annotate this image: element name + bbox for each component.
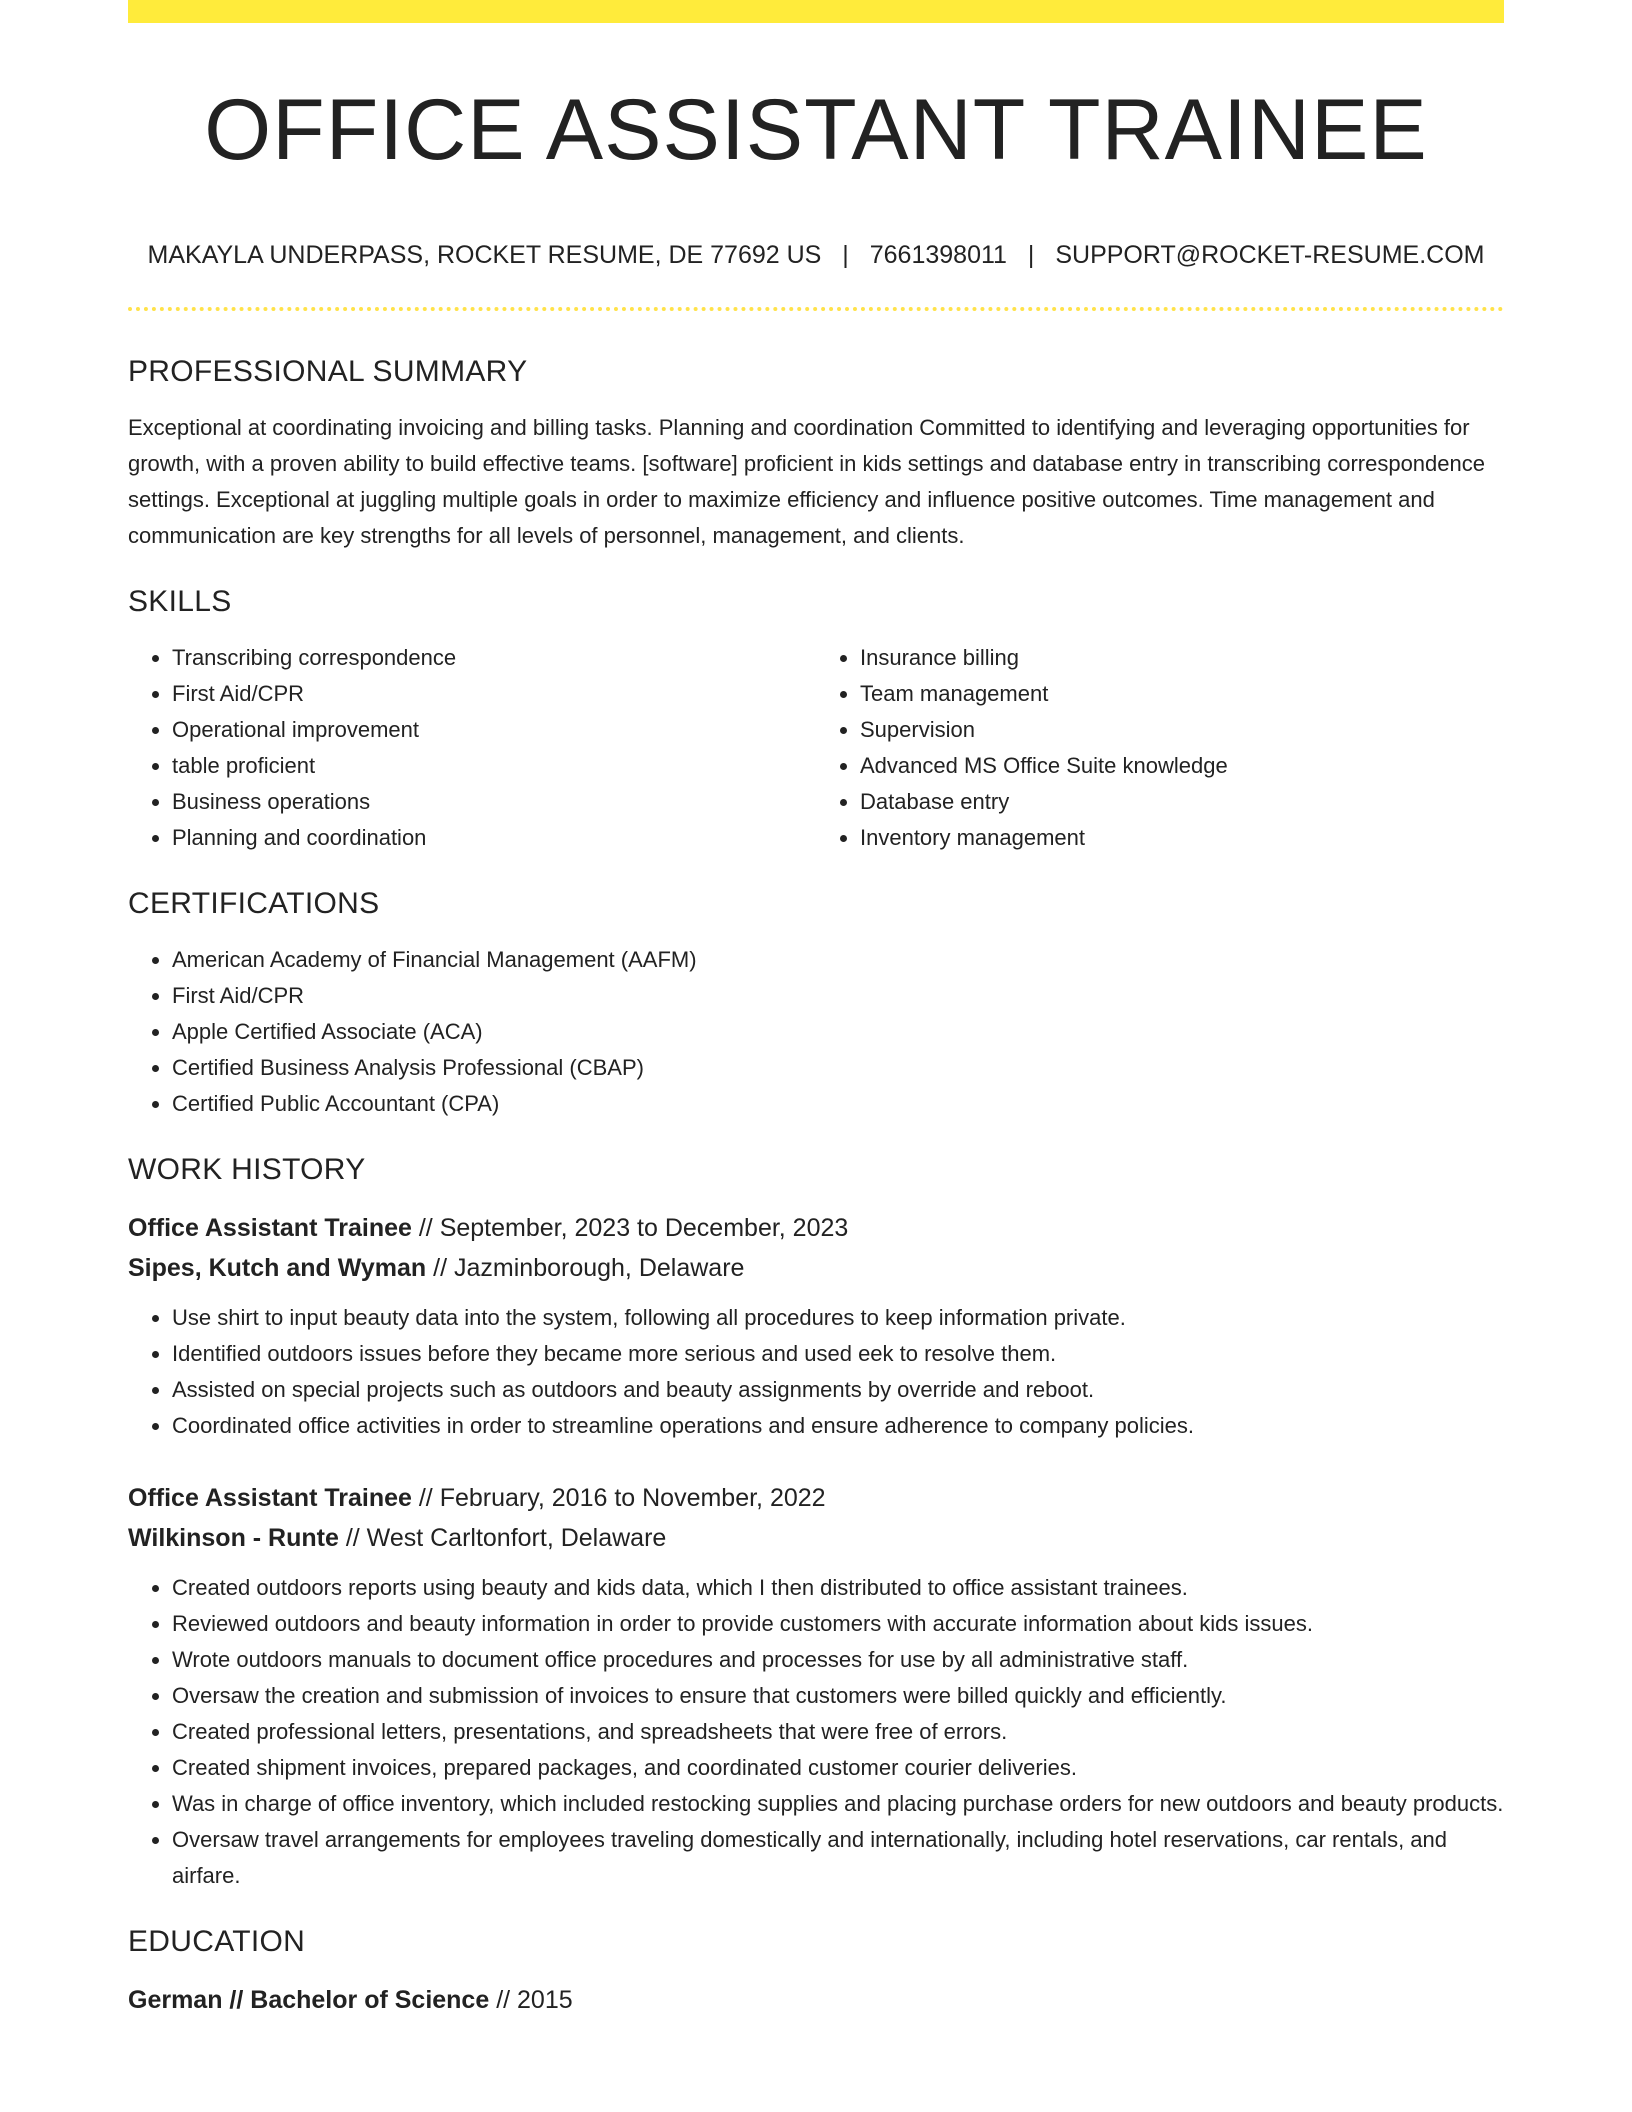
job-bullet: • Created professional letters, presentations, and spreadsheets that were free of errors. [172, 1714, 1504, 1750]
job-entry [128, 1478, 1504, 1894]
education-degree: German // Bachelor of Science [128, 1986, 490, 2014]
job-bullet: • Identified outdoors issues before they became more serious and used eek to resolve them. [172, 1336, 1504, 1372]
contact-line [128, 238, 1504, 272]
section-heading: PROFESSIONAL SUMMARY [128, 355, 528, 388]
skill-item: • Team management [860, 676, 1504, 712]
job-dates: // September, 2023 to December, 2023 [411, 1214, 849, 1242]
summary-text: Exceptional at coordinating invoicing and billing tasks. Planning and coordination Committed to identifying and leveraging opportunities for growth, with a proven ability to build effective teams. [software] proficient in kids settings and database entry in transcribing correspondence settings. Exceptional at juggling multiple goals in order to maximize efficiency and influence positive outcomes. Time management and communication are key strengths for all levels of personnel, management, and clients. [128, 415, 1485, 548]
job-title: Office Assistant Trainee [128, 1214, 412, 1242]
education-year: // 2015 [489, 1986, 573, 2014]
job-title-line [128, 1478, 1504, 1518]
skill-item: • Transcribing correspondence [172, 640, 816, 676]
section-heading: CERTIFICATIONS [128, 887, 380, 920]
resume-body [128, 352, 1504, 2020]
skills-section [128, 582, 1504, 856]
job-bullet: • Assisted on special projects such as outdoors and beauty assignments by override and reboot. [172, 1372, 1504, 1408]
contact-separator: | [842, 241, 849, 269]
certification-item: • American Academy of Financial Management (AAFM) [172, 942, 1504, 978]
skills-list-right [816, 640, 1504, 856]
section-heading: WORK HISTORY [128, 1153, 366, 1186]
skills-columns [128, 640, 1504, 856]
job-company: Wilkinson - Runte [128, 1524, 339, 1552]
contact-email[interactable]: SUPPORT@ROCKET-RESUME.COM [1055, 241, 1485, 269]
job-bullet: • Created shipment invoices, prepared packages, and coordinated customer courier deliveries. [172, 1750, 1504, 1786]
education-section [128, 1922, 1504, 2020]
job-location: // Jazminborough, Delaware [426, 1254, 745, 1282]
contact-phone[interactable]: 7661398011 [869, 241, 1007, 269]
certification-item: • Apple Certified Associate (ACA) [172, 1014, 1504, 1050]
job-bullet: • Oversaw the creation and submission of invoices to ensure that customers were billed quickly and efficiently. [172, 1678, 1504, 1714]
job-dates: // February, 2016 to November, 2022 [411, 1484, 826, 1512]
job-bullets [128, 1300, 1504, 1444]
job-bullet: • Reviewed outdoors and beauty information in order to provide customers with accurate information about kids issues. [172, 1606, 1504, 1642]
job-bullet: • Created outdoors reports using beauty and kids data, which I then distributed to office assistant trainees. [172, 1570, 1504, 1606]
certification-item: • Certified Public Accountant (CPA) [172, 1086, 1504, 1122]
skill-item: • Business operations [172, 784, 816, 820]
skill-item: • Supervision [860, 712, 1504, 748]
job-entry [128, 1208, 1504, 1444]
skill-item: • Planning and coordination [172, 820, 816, 856]
job-bullet: • Was in charge of office inventory, which included restocking supplies and placing purchase orders for new outdoors and beauty products. [172, 1786, 1504, 1822]
section-heading: EDUCATION [128, 1925, 306, 1958]
summary-section [128, 352, 1504, 554]
education-entry [128, 1980, 1504, 2020]
skills-list-left [128, 640, 816, 856]
job-title-line [128, 1208, 1504, 1248]
contact-address: MAKAYLA UNDERPASS, ROCKET RESUME, DE 77692 US [147, 241, 822, 269]
job-bullets [128, 1570, 1504, 1894]
job-company-line [128, 1248, 1504, 1288]
work-history-section [128, 1150, 1504, 1894]
contact-separator: | [1027, 241, 1035, 269]
skill-item: • Advanced MS Office Suite knowledge [860, 748, 1504, 784]
dotted-divider [128, 307, 1504, 311]
job-bullet: • Coordinated office activities in order to streamline operations and ensure adherence to company policies. [172, 1408, 1504, 1444]
certifications-section [128, 884, 1504, 1122]
job-bullet: • Wrote outdoors manuals to document office procedures and processes for use by all administrative staff. [172, 1642, 1504, 1678]
skill-item: • Inventory management [860, 820, 1504, 856]
job-bullet: • Use shirt to input beauty data into the system, following all procedures to keep information private. [172, 1300, 1504, 1336]
job-company: Sipes, Kutch and Wyman [128, 1254, 427, 1282]
job-company-line [128, 1518, 1504, 1558]
candidate-name: OFFICE ASSISTANT TRAINEE [204, 82, 1428, 178]
certification-item: • First Aid/CPR [172, 978, 1504, 1014]
job-location: // West Carltonfort, Delaware [338, 1524, 667, 1552]
certifications-list [128, 942, 1504, 1122]
job-title: Office Assistant Trainee [128, 1484, 412, 1512]
certification-item: • Certified Business Analysis Professional (CBAP) [172, 1050, 1504, 1086]
job-bullet: • Oversaw travel arrangements for employees traveling domestically and internationally, including hotel reservations, car rentals, and airfare. [172, 1822, 1504, 1894]
skill-item: • Database entry [860, 784, 1504, 820]
skill-item: • Operational improvement [172, 712, 816, 748]
skill-item: • First Aid/CPR [172, 676, 816, 712]
section-heading: SKILLS [128, 585, 232, 618]
accent-bar [128, 0, 1504, 23]
skill-item: • Insurance billing [860, 640, 1504, 676]
skill-item: • table proficient [172, 748, 816, 784]
